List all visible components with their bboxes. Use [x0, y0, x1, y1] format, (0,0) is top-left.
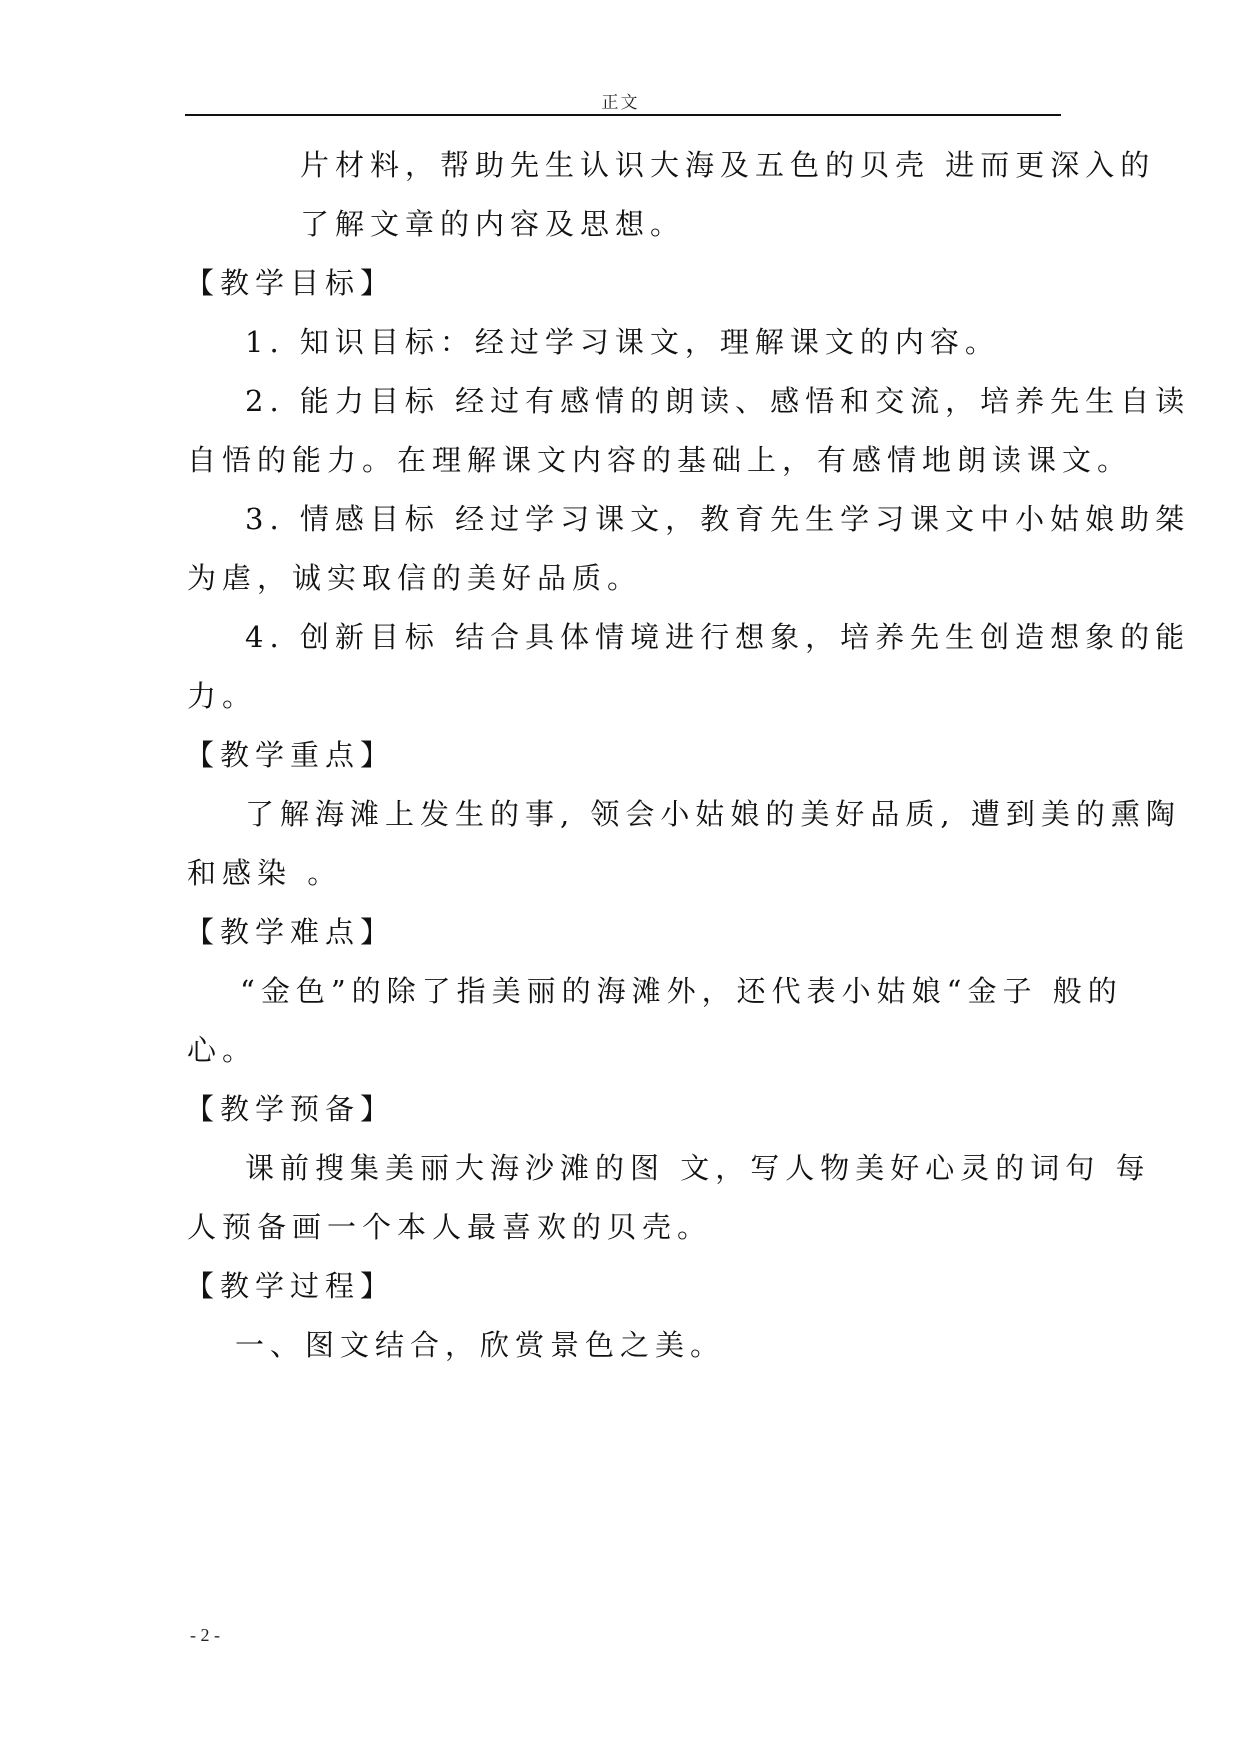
- section-heading-difficulties: 【教学难点】: [185, 915, 396, 949]
- body-line: 了解文章的内容及思想。: [300, 207, 686, 241]
- body-line: 自悟的能力。在理解课文内容的基础上，有感情地朗读课文。: [187, 443, 1133, 477]
- header-divider: [185, 114, 1061, 116]
- body-line: 为虐，诚实取信的美好品质。: [187, 561, 643, 595]
- body-line: 了解海滩上发生的事, 领会小姑娘的美好品质, 遭到美的熏陶: [245, 797, 1181, 831]
- body-line: 心。: [187, 1033, 258, 1067]
- body-line: 3. 情感目标 经过学习课文，教育先生学习课文中小姑娘助桀: [245, 502, 1191, 536]
- body-line: 课前搜集美丽大海沙滩的图 文，写人物美好心灵的词句 每: [245, 1151, 1151, 1185]
- page-header-title: 正文: [601, 93, 640, 113]
- section-heading-objectives: 【教学目标】: [185, 266, 396, 300]
- section-heading-preparation: 【教学预备】: [185, 1092, 396, 1126]
- page-number: - 2 -: [190, 1625, 220, 1645]
- body-line: 人预备画一个本人最喜欢的贝壳。: [187, 1210, 713, 1244]
- section-heading-key-points: 【教学重点】: [185, 738, 396, 772]
- body-line: 2. 能力目标 经过有感情的朗读、感悟和交流，培养先生自读: [245, 384, 1191, 418]
- body-line: “金色”的除了指美丽的海滩外，还代表小姑娘“金子 般的: [240, 974, 1123, 1008]
- body-line: 片材料，帮助先生认识大海及五色的贝壳 进而更深入的: [300, 148, 1156, 182]
- body-line: 1. 知识目标：经过学习课文，理解课文的内容。: [245, 325, 1000, 359]
- section-heading-process: 【教学过程】: [185, 1269, 396, 1303]
- body-line: 和感染 。: [187, 856, 343, 890]
- body-line: 一、图文结合，欣赏景色之美。: [235, 1328, 726, 1362]
- body-line: 4. 创新目标 结合具体情境进行想象，培养先生创造想象的能: [245, 620, 1191, 654]
- body-line: 力。: [187, 679, 258, 713]
